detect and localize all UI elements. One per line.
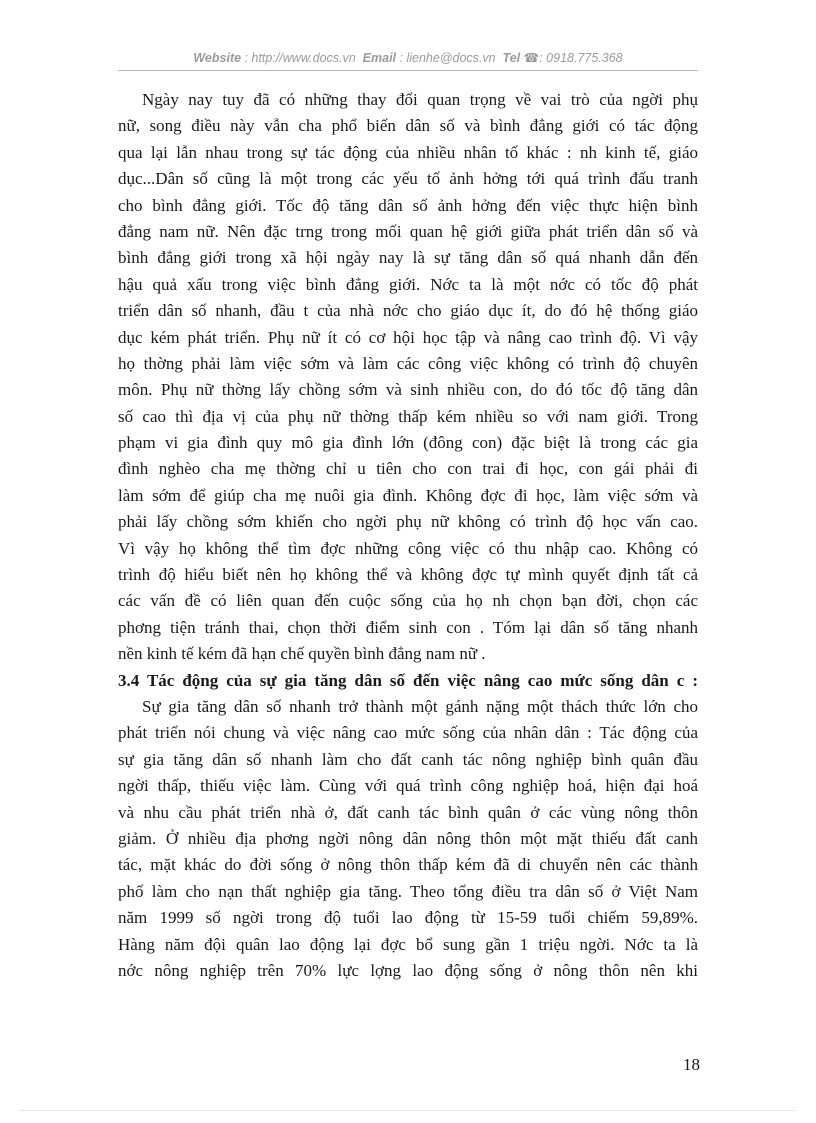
text-line: đình nghèo cha mẹ thờng chỉ u tiên cho con trai đi học, con gái phải đi xyxy=(118,459,698,479)
text-line: tác, mặt khác do đời sống ở nông thôn thấp kém đã di chuyển nên các thành xyxy=(118,855,698,875)
text-line: hậu quả xấu trong việc bình đẳng giới. Nớc ta là một nớc có tốc độ phát xyxy=(118,274,698,294)
text-line: họ thờng phải làm việc sớm và làm các công việc không có trình độ chuyên xyxy=(118,353,698,373)
text-line: dục kém phát triển. Phụ nữ ít có cơ hội học tập và nâng cao trình độ. Vì vậy xyxy=(118,327,698,347)
tel-label: Tel xyxy=(502,51,521,65)
text-line: nền kinh tế kém đã hạn chế quyền bình đẳng nam nữ . xyxy=(118,644,486,664)
website-label: Website xyxy=(193,51,242,65)
text-line: các vấn đề có liên quan đến cuộc sống của họ nh chọn bạn đời, chọn các xyxy=(118,591,698,611)
text-line: sự gia tăng dân số nhanh làm cho đất canh tác nông nghiệp bình quân đầu xyxy=(118,749,698,769)
text-line: trình độ hiểu biết nên họ không thể và không đợc tự mình quyết định tất cả xyxy=(118,565,698,585)
text-line: giảm. Ở nhiều địa phơng ngời nông dân nông thôn một mặt thiếu đất canh xyxy=(118,828,698,848)
text-line: qua lại lẫn nhau trong sự tác động của nhiều nhân tố khác : nh kinh tế, giáo xyxy=(118,142,698,162)
text-line: bình đẳng giới trong xã hội ngày nay là sự tăng dân số quá nhanh dẫn đến xyxy=(118,248,698,268)
text-line: số cao thì địa vị của phụ nữ thờng thấp kém nhiều so với nam giới. Trong xyxy=(118,406,698,426)
text-line: phố làm cho nạn thất nghiệp gia tăng. Theo tổng điều tra dân số ở Việt Nam xyxy=(118,881,698,901)
text-line: ngời thấp, thiếu việc làm. Cùng với quá trình công nghiệp hoá, hiện đại hoá xyxy=(118,776,698,796)
paragraph-1 xyxy=(118,87,698,668)
text-line: phạm vi gia đình quy mô gia đình lớn (đông con) đặc biệt là trong các gia xyxy=(118,433,698,453)
phone-icon: ☎ xyxy=(523,51,540,65)
text-line: cho bình đẳng giới. Tốc độ tăng dân số ảnh hởng đến việc thực hiện bình xyxy=(118,195,698,215)
text-line: làm sớm để giúp cha mẹ nuôi gia đình. Không đợc đi học, làm việc sớm và xyxy=(118,485,698,505)
email-label: Email xyxy=(362,51,397,65)
section-heading: 3.4 Tác động của sự gia tăng dân số đến việc nâng cao mức sống dân c : xyxy=(118,670,698,690)
text-line: dục...Dân số cũng là một trong các yếu tố ảnh hởng tới quá trình đấu tranh xyxy=(118,169,698,189)
text-line: phơng tiện tránh thai, chọn thời điểm sinh con . Tóm lại dân số tăng nhanh xyxy=(118,617,698,637)
text-line: phát triển nói chung và việc nâng cao mức sống của nhân dân : Tác động của xyxy=(118,723,698,743)
paragraph-2 xyxy=(118,694,698,984)
header-divider xyxy=(118,70,698,71)
website-value: : http://www.docs.vn xyxy=(244,51,356,65)
text-line: nữ, song điều này vẫn cha phổ biến dân số và bình đẳng giới có tác động xyxy=(118,116,698,136)
document-body xyxy=(118,87,698,984)
text-line: Ngày nay tuy đã có những thay đổi quan trọng về vai trò của ngời phụ xyxy=(142,90,698,109)
text-line: triển dân số nhanh, đầu t của nhà nớc cho giáo dục ít, do đó hệ thống giáo xyxy=(118,301,698,321)
text-line: môn. Phụ nữ thờng lấy chồng sớm và sinh nhiều con, do đó tốc độ tăng dân xyxy=(118,380,698,400)
text-line: nớc nông nghiệp trên 70% lực lợng lao động sống ở nông thôn nên khi xyxy=(118,960,698,980)
tel-value: : 0918.775.368 xyxy=(539,51,623,65)
text-line: Hàng năm đội quân lao động lại đợc bổ sung gần 1 triệu ngời. Nớc ta là xyxy=(118,934,698,954)
text-line: Vì vậy họ không thể tìm đợc những công việc có thu nhập cao. Không có xyxy=(118,538,698,558)
email-value: : lienhe@docs.vn xyxy=(399,51,496,65)
page-header xyxy=(118,50,698,70)
text-line: Sự gia tăng dân số nhanh trở thành một gánh nặng một thách thức lớn cho xyxy=(142,696,698,716)
text-line: năm 1999 số ngời trong độ tuổi lao động từ 15-59 tuổi chiếm 59,89%. xyxy=(118,908,698,928)
footer-divider xyxy=(20,1110,796,1111)
text-line: đẳng nam nữ. Nên đặc trng trong mối quan hệ giới giữa phát triển dân số và xyxy=(118,221,698,241)
page-number: 18 xyxy=(683,1055,700,1074)
text-line: phải lấy chồng sớm khiến cho ngời phụ nữ không có trình độ học vấn cao. xyxy=(118,512,698,532)
text-line: và nhu cầu phát triển nhà ở, đất canh tác bình quân ở các vùng nông thôn xyxy=(118,802,698,822)
